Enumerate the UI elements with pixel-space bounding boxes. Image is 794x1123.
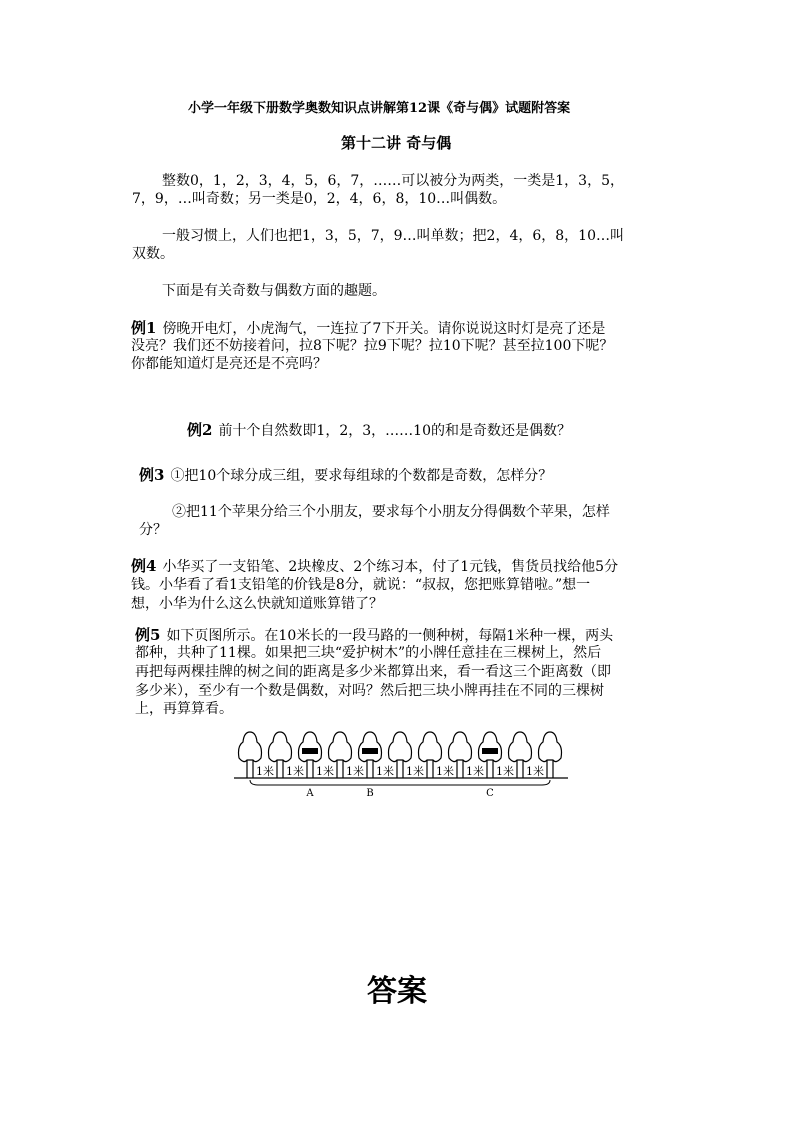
- answer-heading: 答案: [367, 974, 427, 1009]
- lesson-title: 第十二讲 奇与偶: [341, 134, 452, 152]
- example-2-text: 前十个自然数即1，2，3，……10的和是奇数还是偶数？: [218, 423, 571, 439]
- marker-label: C: [486, 788, 494, 799]
- example-3-text-1: ①把10个球分成三组，要求每组球的个数都是奇数，怎样分？: [170, 468, 553, 484]
- sign-plate: [362, 748, 378, 754]
- example-3-part-2-cont: 分？: [139, 522, 167, 538]
- example-3-part-1: [139, 465, 552, 487]
- intro-line-3: 一般习惯上，人们也把1，3，5，7，9…叫单数；把2，4，6，8，10…叫: [162, 228, 624, 244]
- example-4-line-3: 想，小华为什么这么快就知道账算错了？: [131, 596, 383, 612]
- gap-label: 1米: [256, 765, 274, 778]
- example-4-text-1: 小华买了一支铅笔、2块橡皮、2个练习本，付了1元钱，售货员找给他5分: [162, 559, 619, 575]
- gap-label: 1米: [496, 765, 514, 778]
- example-3-label: 例3: [139, 466, 165, 484]
- example-5-line-3: 再把每两棵挂牌的树之间的距离是多少米都算出来，看一看这三个距离数（即: [135, 664, 611, 680]
- gap-label: 1米: [286, 765, 304, 778]
- example-5-label: 例5: [135, 626, 161, 644]
- example-5-text-1: 如下页图所示。在10米长的一段马路的一侧种树，每隔1米种一棵，两头: [166, 628, 614, 644]
- intro-line-4: 双数。: [132, 246, 174, 262]
- gap-label: 1米: [376, 765, 394, 778]
- intro-line-5: 下面是有关奇数与偶数方面的趣题。: [162, 283, 386, 299]
- bracket-line: [250, 780, 550, 785]
- example-4-line-2: 钱。小华看了看1支铅笔的价钱是8分，就说：“叔叔，您把账算错啦。”想一: [131, 577, 591, 593]
- example-3-part-2: ②把11个苹果分给三个小朋友，要求每个小朋友分得偶数个苹果，怎样: [172, 504, 610, 520]
- intro-line-2: 7，9，…叫奇数；另一类是0，2，4，6，8，10…叫偶数。: [132, 191, 507, 207]
- gap-label: 1米: [316, 765, 334, 778]
- marker-label: A: [306, 788, 314, 799]
- gap-label: 1米: [346, 765, 364, 778]
- document-title: 小学一年级下册数学奥数知识点讲解第12课《奇与偶》试题附答案: [188, 101, 571, 116]
- gap-label: 1米: [466, 765, 484, 778]
- sign-plate: [482, 748, 498, 754]
- example-1-line-2: 没亮？我们还不妨接着问，拉8下呢？拉9下呢？拉10下呢？甚至拉100下呢？: [131, 338, 614, 354]
- example-1-label: 例1: [131, 319, 157, 337]
- gap-label: 1米: [406, 765, 424, 778]
- marker-label: B: [366, 788, 374, 799]
- tree-row-figure: [232, 724, 572, 800]
- example-1-text-1: 傍晚开电灯，小虎淘气，一连拉了7下开关。请你说说这时灯是亮了还是: [162, 321, 606, 337]
- gap-label: 1米: [436, 765, 454, 778]
- example-5-line-5: 上，再算算看。: [135, 701, 233, 717]
- example-1-line-3: 你都能知道灯是亮还是不亮吗？: [131, 356, 327, 372]
- example-4-label: 例4: [131, 557, 157, 575]
- example-5-line-2: 都种，共种了11棵。如果把三块“爱护树木”的小牌任意挂在三棵树上，然后: [135, 645, 602, 661]
- example-2: [187, 420, 571, 442]
- sign-plate: [302, 748, 318, 754]
- example-2-label: 例2: [187, 421, 213, 439]
- intro-line-1: 整数0，1，2，3，4，5，6，7，……可以被分为两类，一类是1，3，5，: [162, 173, 624, 189]
- gap-label: 1米: [526, 765, 544, 778]
- example-5-line-4: 多少米），至少有一个数是偶数，对吗？然后把三块小牌再挂在不同的三棵树: [135, 683, 604, 699]
